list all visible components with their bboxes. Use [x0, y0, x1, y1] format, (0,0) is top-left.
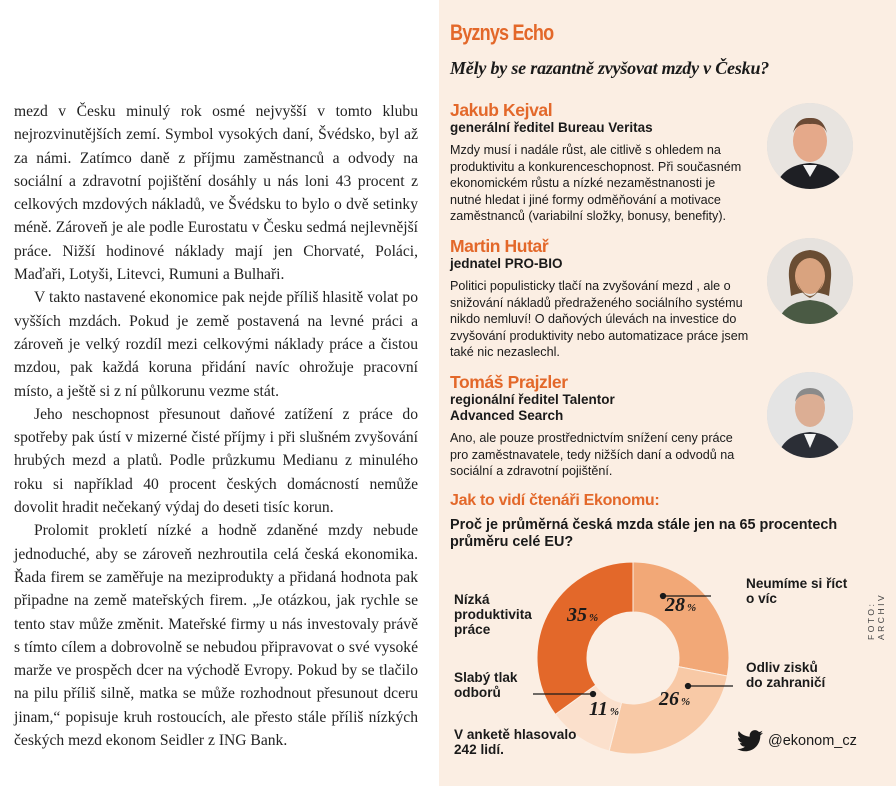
twitter-label: @ekonom_cz — [768, 733, 857, 749]
person-role: regionální ředitel Talentor Advanced Search — [450, 392, 615, 423]
slice-label-unions: Slabý tlak odborů — [454, 670, 518, 700]
twitter-handle[interactable] — [737, 730, 857, 752]
avatar-hutar — [767, 238, 853, 324]
votes-note: V anketě hlasovalo 242 lidí. — [454, 727, 577, 757]
person-statement: Politici populisticky tlačí na zvyšování mezd , ale o snižování nákladů předraženého sociálního systému nikdo nemluví! O daňových úlevách na investice do zvyšování produktivity nebo automatizace práce jsem také nic nezaslechl. — [450, 279, 749, 360]
article-paragraph: Jeho neschopnost přesunout daňové zatížení z práce do spotřeby pak ústí v mizerné čisté příjmy i při slušném zvyšování hrubých mezd a platů. Podle průzkumu Medianu z minulého roku si například 40 procent českých domácností nemůže dovolit hradit nečekaný výdaj do deseti tisíc korun. — [14, 405, 418, 517]
photo-credit: FOTO: ARCHIV — [866, 592, 886, 640]
slice-label-profit-outflow: Odliv zisků do zahraničí — [746, 660, 826, 690]
avatar-kejval — [767, 103, 853, 189]
person-role: generální ředitel Bureau Veritas — [450, 120, 653, 135]
article-paragraph: Prolomit prokletí nízké a hodně zdaněné mzdy nebude jednoduché, aby se zároveň nezhroutila celá česká ekonomika. Řada firem se zaměřuje na meziprodukty a přidaná hodnota pak připadne na země mateřských firem. „Je otázkou, jak rychle se tento stav může změnit. Mateřské firmy u nás investovaly právě s tímto cílem a dobrovolně se nebudou připravovat o své vysoké marže ve prospěch dcer na východě Evropy. Pokud by se tlačilo na pilu příliš silně, matka se může rozhodnout přesunout dceru jinam,“ popisuje kruh rostoucích, ale přesto stále příliš nízkých českých mezd ekonom Seidler z ING Bank. — [14, 522, 418, 750]
article-body — [14, 100, 418, 752]
person-name: Jakub Kejval — [450, 100, 553, 120]
twitter-bird-icon — [737, 730, 763, 752]
person-statement: Ano, ale pouze prostřednictvím snížení ceny práce pro zaměstnavatele, tedy nižších daní a odvodů na sociální a zdravotní pojištění. — [450, 431, 735, 479]
pct-cannot-ask: 28 % — [665, 594, 697, 616]
slice-cannot-ask — [633, 562, 729, 676]
article-paragraph: V takto nastavené ekonomice pak nejde příliš hlasitě volat po vyšších mzdách. Pokud je země postavená na levné práci a zároveň je velký rozdíl mezi celkovými náklady práce a čistou mzdou, pak každá koruna přidání navíc ohrožuje pracovní místo, a ještě si z ní půlkorunu vezme stát. — [14, 289, 418, 400]
person-statement: Mzdy musí i nadále růst, ale citlivě s ohledem na produktivitu a konkurenceschopnost. Při současném ekonomickém růstu a nízké nezaměstnanosti je nutné hledat i jiné formy odměňování a motivace zaměstnanců (variabilní složky, bonusy, benefity). — [450, 143, 742, 224]
avatar-prajzler — [767, 372, 853, 458]
article-paragraph: mezd v Česku minulý rok osmé nejvyšší v tomto klubu nejrozvinutějších zemí. Symbol vysokých daní, Švédsko, byl až za námi. Zatímco daně z příjmu zaměstnanců a odvody na sociální a zdravotní pojištění dosáhly u nás loni 43 procent z celkových mzdových nákladů, ve Švédsku to bylo o dvě setinky méně. Zároveň je ale podle Eurostatu v Česku sedmá nejlevnější práce. Nižší hodinové náklady mají jen Chorvaté, Poláci, Maďaři, Lotyši, Litevci, Rumuni a Bulhaři. — [14, 103, 418, 284]
leader-dot — [591, 692, 596, 697]
survey-question: Proč je průměrná česká mzda stále jen na 65 procentech průměru celé EU? — [450, 517, 838, 550]
brand-title: Byznys Echo — [450, 20, 554, 45]
pct-unions: 11 % — [589, 698, 620, 720]
slice-label-cannot-ask: Neumíme si říct o víc — [746, 576, 848, 606]
slice-label-productivity: Nízká produktivita práce — [454, 592, 532, 637]
person-role: jednatel PRO-BIO — [450, 256, 563, 271]
pct-productivity: 35 % — [567, 604, 599, 626]
survey-title: Jak to vidí čtenáři Ekonomu: — [450, 492, 660, 509]
sidebar-question: Měly by se razantně zvyšovat mzdy v Česku? — [450, 58, 770, 78]
sidebar-box — [439, 0, 896, 786]
person-name: Martin Hutař — [450, 236, 549, 256]
pct-profit-outflow: 26 % — [659, 688, 691, 710]
person-name: Tomáš Prajzler — [450, 372, 568, 392]
